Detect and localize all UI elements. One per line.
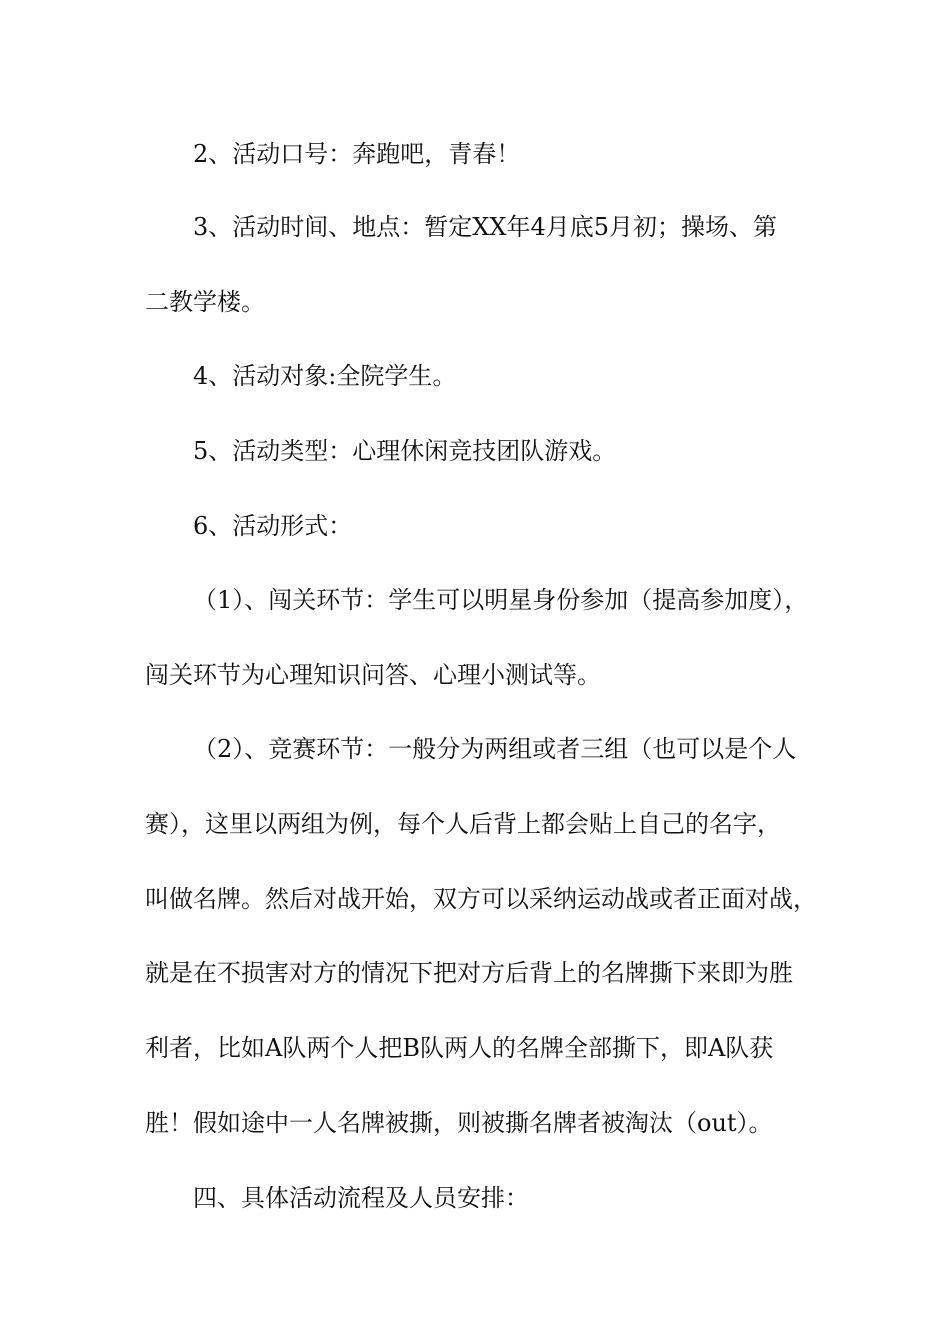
paragraph-competition-line-6: 胜！假如途中一人名牌被撕，则被撕名牌者被淘汰（out）。 <box>145 1109 773 1137</box>
paragraph-challenge-stage: （1）、闯关环节：学生可以明星身份参加（提高参加度）， <box>193 586 809 614</box>
paragraph-participants: 4、活动对象:全院学生。 <box>193 362 457 390</box>
paragraph-competition-line-4: 就是在不损害对方的情况下把对方后背上的名牌撕下来即为胜 <box>145 959 793 987</box>
paragraph-competition-line-2: 赛），这里以两组为例，每个人后背上都会贴上自己的名字， <box>145 810 781 838</box>
paragraph-slogan: 2、活动口号：奔跑吧，青春！ <box>193 140 521 168</box>
section-heading-process: 四、具体活动流程及人员安排： <box>193 1184 529 1212</box>
paragraph-competition-stage: （2）、竞赛环节：一般分为两组或者三组（也可以是个人 <box>193 735 797 763</box>
paragraph-activity-type: 5、活动类型：心理休闲竞技团队游戏。 <box>193 437 617 465</box>
paragraph-competition-line-5: 利者，比如A队两个人把B队两人的名牌全部撕下，即A队获 <box>145 1034 774 1062</box>
paragraph-activity-form: 6、活动形式： <box>193 512 353 540</box>
paragraph-time-place-continued: 二教学楼。 <box>145 288 265 316</box>
paragraph-competition-line-3: 叫做名牌。然后对战开始，双方可以采纳运动战或者正面对战， <box>145 885 817 913</box>
paragraph-time-place: 3、活动时间、地点：暂定XX年4月底5月初；操场、第 <box>193 213 777 241</box>
paragraph-challenge-stage-continued: 闯关环节为心理知识问答、心理小测试等。 <box>145 661 601 689</box>
